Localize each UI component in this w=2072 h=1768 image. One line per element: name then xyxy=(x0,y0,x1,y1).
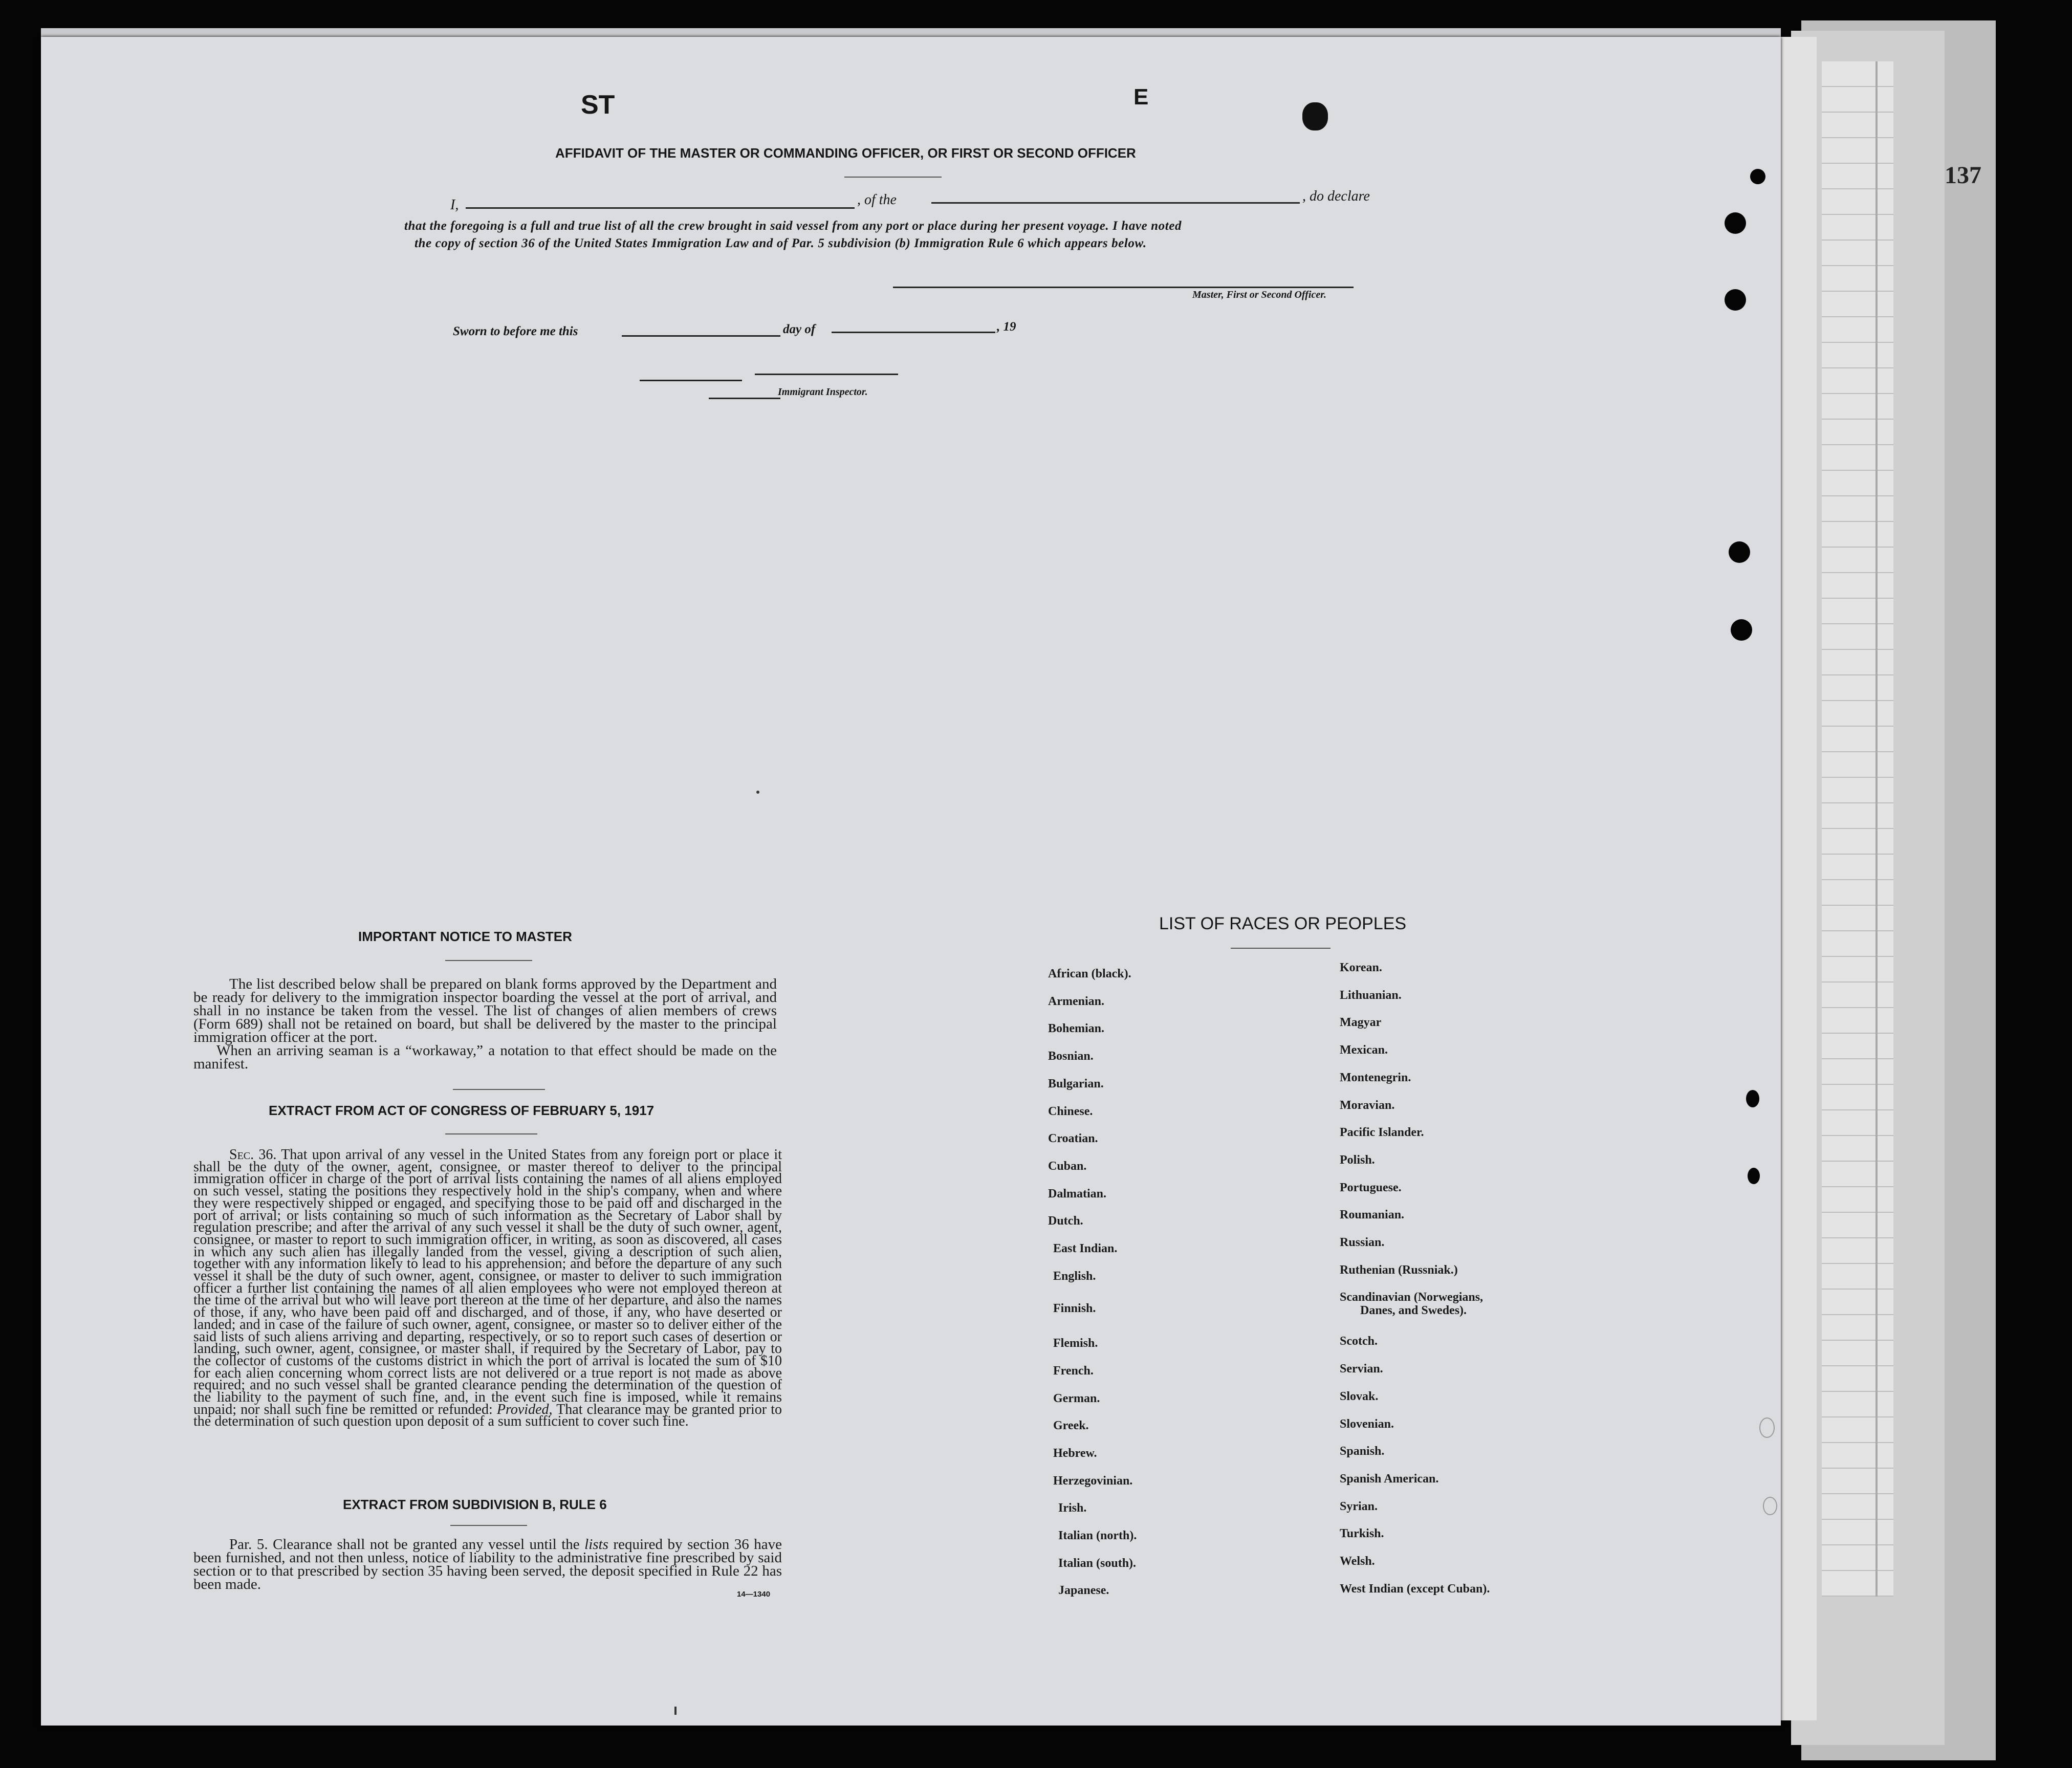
race-left-item: Greek. xyxy=(1053,1419,1089,1433)
signature-label: Master, First or Second Officer. xyxy=(1192,289,1326,300)
race-left-item: German. xyxy=(1053,1391,1100,1405)
race-left-item: Armenian. xyxy=(1048,994,1104,1008)
race-left-item: African (black). xyxy=(1048,967,1131,980)
race-right-item: Pacific Islander. xyxy=(1340,1126,1424,1140)
punch-hole-4 xyxy=(1729,541,1750,563)
torn-mark xyxy=(1302,102,1328,130)
punch-hole-faint-1 xyxy=(1759,1417,1775,1438)
signature-line[interactable] xyxy=(893,287,1354,288)
race-right-item: Lithuanian. xyxy=(1340,988,1402,1002)
form-code: 14—1340 xyxy=(737,1590,771,1599)
affidavit-line1-i: I, xyxy=(450,197,459,213)
rule-title-rule xyxy=(450,1525,527,1526)
act-provided: Provided, xyxy=(496,1401,553,1417)
affidavit-line2: that the foregoing is a full and true list of all the crew brought in said vessel from any port or place during her present voyage. I have noted xyxy=(404,219,1182,233)
race-right-item: Ruthenian (Russniak.) xyxy=(1340,1263,1458,1277)
race-left-item: Flemish. xyxy=(1053,1337,1098,1350)
inspector-line-a[interactable] xyxy=(640,380,742,381)
ledger-margin-line xyxy=(1875,61,1878,1597)
back-sheet-1 xyxy=(1781,37,1817,1720)
race-left-item: Croatian. xyxy=(1048,1132,1098,1146)
notice-rule xyxy=(453,1089,545,1090)
rule-text-b: required by section 36 have been furnished, and not then unless, notice of liability to the administrative fine prescribed by said section or to that prescribed by section 35 having been served, the deposit specified in Rule 22 has been made. xyxy=(193,1536,782,1592)
race-left-item: Bosnian. xyxy=(1048,1050,1094,1063)
punch-hole-7 xyxy=(1748,1168,1760,1184)
header-fragment-left: ST xyxy=(581,90,615,120)
race-left-item: Cuban. xyxy=(1048,1159,1087,1173)
race-left-item: Irish. xyxy=(1058,1501,1087,1515)
manifest-page xyxy=(41,37,1781,1726)
notice-title-rule xyxy=(445,960,532,961)
race-right-item: Russian. xyxy=(1340,1236,1385,1249)
race-right-item: Spanish. xyxy=(1340,1445,1385,1458)
race-left-item: Italian (north). xyxy=(1058,1529,1137,1542)
punch-hole-3 xyxy=(1725,289,1746,311)
sworn-month-line[interactable] xyxy=(832,332,995,333)
punch-hole-6 xyxy=(1746,1090,1759,1107)
act-sec-label: Sec. 36. xyxy=(229,1147,277,1163)
act-title: EXTRACT FROM ACT OF CONGRESS OF FEBRUARY 5, 1917 xyxy=(269,1103,655,1118)
race-left-item: French. xyxy=(1053,1364,1094,1378)
race-left-item: Chinese. xyxy=(1048,1104,1093,1118)
race-right-item: Montenegrin. xyxy=(1340,1071,1411,1084)
act-text xyxy=(193,1149,782,1428)
affidavit-line1-declare: , do declare xyxy=(1302,188,1370,204)
race-right-item: Scandinavian (Norwegians, xyxy=(1340,1291,1484,1304)
race-left-item: Hebrew. xyxy=(1053,1446,1097,1460)
race-right-item: Magyar xyxy=(1340,1016,1382,1030)
race-right-item: Welsh. xyxy=(1340,1555,1375,1568)
sworn-day-line[interactable] xyxy=(622,335,780,337)
race-right-item: Servian. xyxy=(1340,1362,1383,1376)
header-fragment-mid: E xyxy=(1133,84,1149,110)
race-right-item: Scotch. xyxy=(1340,1335,1378,1348)
race-left-item: East Indian. xyxy=(1053,1242,1118,1255)
race-right-item: West Indian (except Cuban). xyxy=(1340,1582,1490,1596)
notice-para-1: The list described below shall be prepared on blank forms approved by the Department and be ready for delivery to the immigration inspector boarding the vessel at the port of arrival, and shall in no instance be taken from the vessel. The list of changes of alien members of crews (Form 689) shall not be retained on board, but shall be delivered by the master to the principal immigration officer at the port. xyxy=(193,976,777,1045)
inspector-label: Immigrant Inspector. xyxy=(778,386,868,398)
race-right-item: Polish. xyxy=(1340,1153,1375,1167)
notice-para-2: When an arriving seaman is a “workaway,” a notation to that effect should be made on the manifest. xyxy=(193,1042,777,1072)
race-left-item: Finnish. xyxy=(1053,1302,1096,1316)
races-title-rule xyxy=(1231,948,1331,949)
race-left-item: Japanese. xyxy=(1058,1584,1109,1598)
act-text-body: That upon arrival of any vessel in the United States from any foreign port or place it shall be the duty of the owner, agent, consignee, or master thereof to deliver to the principal immigration officer in charge of the port of arrival lists containing the names of all aliens employed on such vessel, stating the positions they respectively hold in the ship's company, when and where they were respectively shipped or engaged, and specifying those to be paid off and discharged in the port of arrival; or lists containing so much of such information as the Secretary of Labor shall by regulation prescribe; and after the arrival of any such vessel it shall be the duty of such owner, agent, consignee, or master to report to such immigration officer, in writing, as soon as discovered, all cases in which any such alien has illegally landed from the vessel, giving a description of such alien, together with any information likely to lead to his apprehension; and before the departure of any such vessel it shall be the duty of such owner, agent, consignee, or master to deliver to such immigration officer a further list containing the names of all alien employees who were not employed thereon at the time of the arrival but who will leave port thereon at the time of her departure, and also the names of those, if any, who have been paid off and discharged, and of those, if any, who have deserted or landed; and in case of the failure of such owner, agent, consignee, or master so to deliver either of the said lists of such aliens arriving and departing, respectively, or so to report such cases of desertion or landing, such owner, agent, consignee, or master shall, if required by the Secretary of Labor, pay to the collector of customs of the customs district in which the port of arrival is located the sum of $10 for each alien concerning whom correct lists are not delivered or a true report is not made as above required; and no such vessel shall be granted clearance pending the determination of the question of the liability to the payment of such fine, and, in the event such fine is imposed, while it remains unpaid; nor shall such fine be remitted or refunded: xyxy=(193,1147,782,1417)
race-right-item: Slovenian. xyxy=(1340,1417,1394,1431)
rule-text xyxy=(193,1538,782,1591)
race-right-item: Turkish. xyxy=(1340,1527,1384,1541)
race-right-item: Slovak. xyxy=(1340,1389,1379,1403)
race-right-item: Korean. xyxy=(1340,961,1382,974)
races-title: LIST OF RACES OR PEOPLES xyxy=(1159,914,1407,933)
race-left-item: Herzegovinian. xyxy=(1053,1474,1133,1488)
punch-hole-1 xyxy=(1750,169,1765,184)
rule-title: EXTRACT FROM SUBDIVISION B, RULE 6 xyxy=(343,1497,607,1512)
vessel-name-line[interactable] xyxy=(931,202,1300,204)
race-right-item: Danes, and Swedes). xyxy=(1360,1304,1467,1318)
inspector-line-b[interactable] xyxy=(755,374,898,375)
bottom-mark xyxy=(674,1707,677,1715)
affidavit-title-rule xyxy=(844,177,942,178)
affidavit-title: AFFIDAVIT OF THE MASTER OR COMMANDING OFFICER, OR FIRST OR SECOND OFFICER xyxy=(555,145,1136,161)
sworn-prefix: Sworn to before me this xyxy=(453,324,578,338)
race-right-item: Portuguese. xyxy=(1340,1181,1402,1194)
punch-hole-faint-2 xyxy=(1763,1497,1777,1515)
sworn-year: , 19 xyxy=(997,320,1016,334)
act-title-rule xyxy=(445,1133,537,1134)
margin-mark xyxy=(756,791,759,794)
race-right-item: Mexican. xyxy=(1340,1043,1388,1057)
affidavit-line1-of-the: , of the xyxy=(857,192,897,208)
notice-title: IMPORTANT NOTICE TO MASTER xyxy=(358,929,572,944)
sworn-day-of: day of xyxy=(783,322,816,336)
race-right-item: Spanish American. xyxy=(1340,1472,1439,1486)
race-right-item: Roumanian. xyxy=(1340,1208,1405,1222)
race-right-item: Syrian. xyxy=(1340,1499,1378,1513)
inspector-line-c[interactable] xyxy=(709,398,780,399)
punch-hole-2 xyxy=(1725,212,1746,234)
race-left-item: Dutch. xyxy=(1048,1214,1083,1228)
affiant-name-line[interactable] xyxy=(466,207,855,209)
race-left-item: Bulgarian. xyxy=(1048,1077,1104,1090)
race-left-item: Italian (south). xyxy=(1058,1556,1137,1570)
rule-text-a: Par. 5. Clearance shall not be granted any vessel until the xyxy=(229,1536,580,1553)
punch-hole-5 xyxy=(1731,619,1752,641)
race-left-item: English. xyxy=(1053,1269,1096,1283)
rule-lists-word: lists xyxy=(584,1536,608,1553)
race-right-item: Moravian. xyxy=(1340,1098,1395,1112)
ruled-ledger-sheet xyxy=(1822,61,1893,1597)
race-left-item: Bohemian. xyxy=(1048,1022,1105,1036)
affidavit-line3: the copy of section 36 of the United States Immigration Law and of Par. 5 subdivision (b) Immigration Rule 6 which appears below. xyxy=(415,236,1147,250)
act-text-end: That clearance may be granted prior to the determination of such question upon deposit of a sum sufficient to cover such fine. xyxy=(193,1401,782,1430)
page-number: 137 xyxy=(1945,162,1981,189)
race-left-item: Dalmatian. xyxy=(1048,1187,1106,1201)
